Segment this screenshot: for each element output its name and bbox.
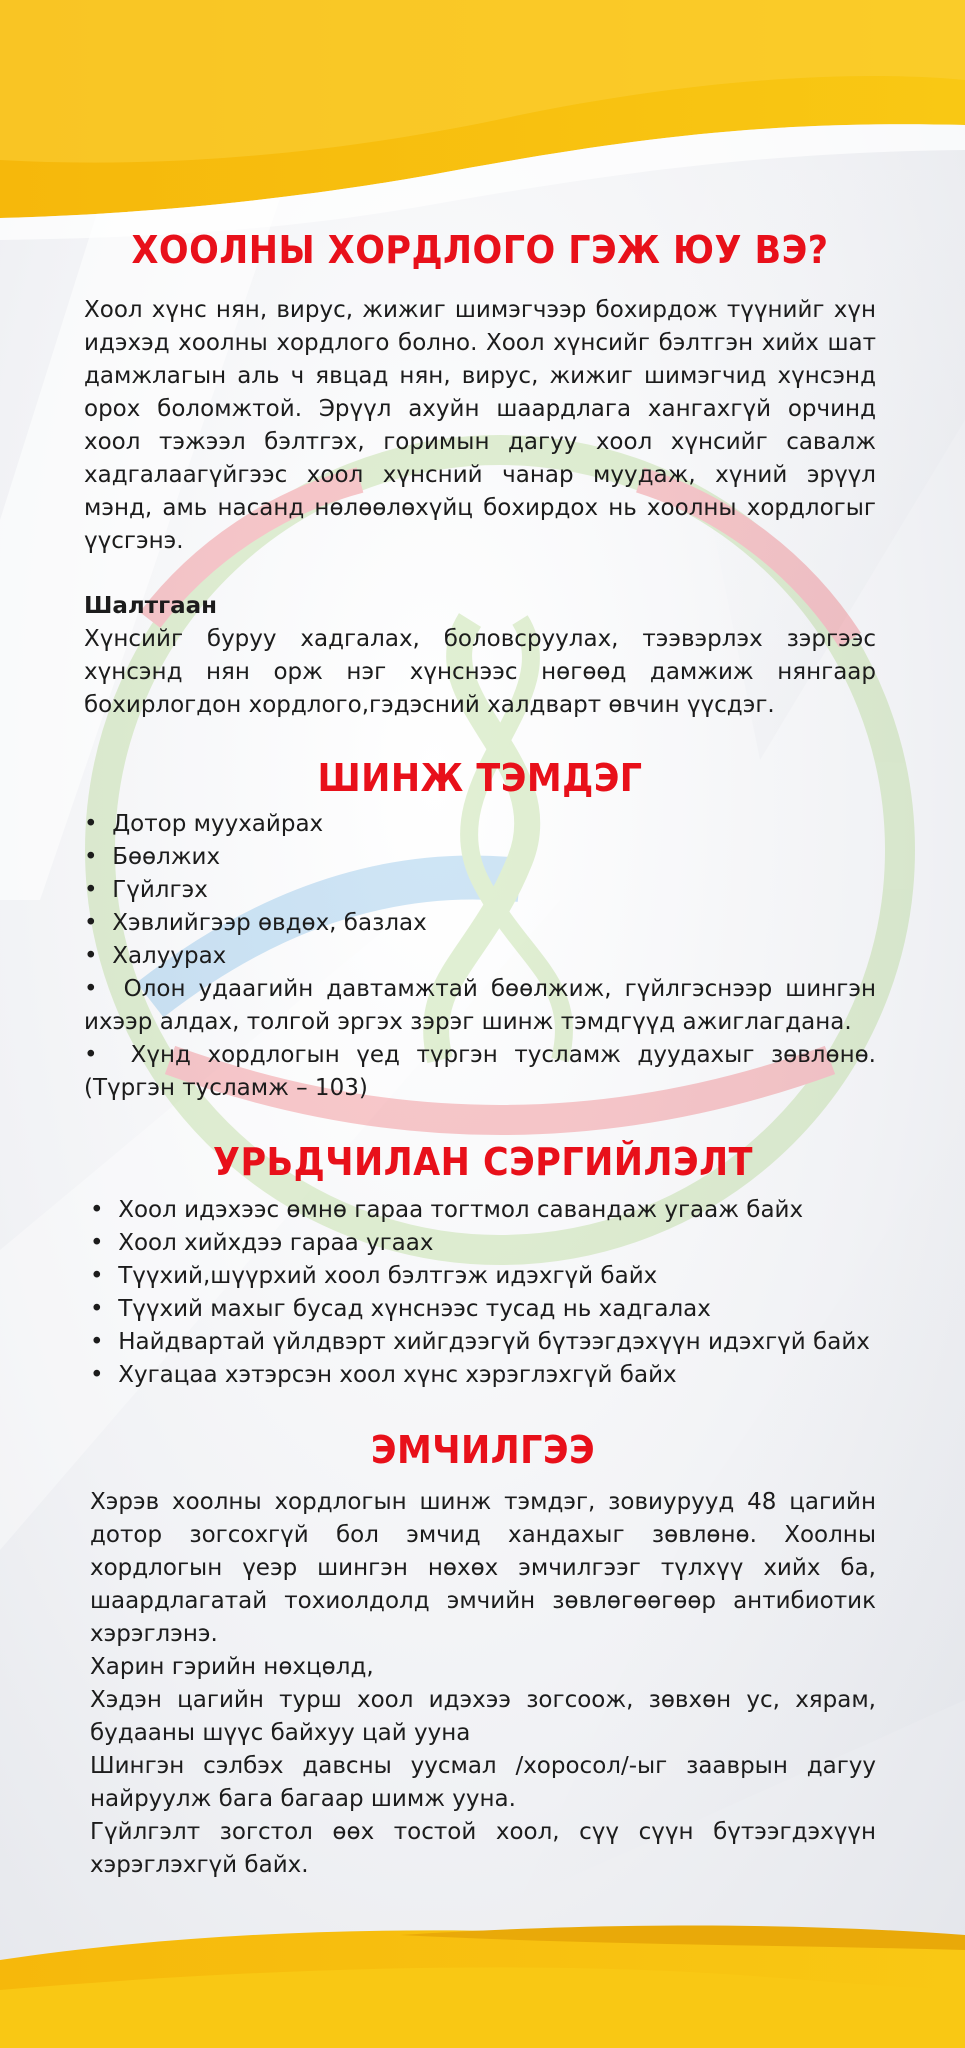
treatment-paragraph: Гүйлгэлт зогстол өөх тостой хоол, сүү сүүн бүтээгдэхүүн хэрэглэхгүй байх. <box>90 1819 876 1878</box>
treatment-paragraph: Харин гэрийн нөхцөлд, <box>90 1654 374 1680</box>
list-item: • Хоол идэхээс өмнө гараа тогтмол савандаж угааж байх <box>90 1194 876 1227</box>
list-item: • Найдвартай үйлдвэрт хийгдээгүй бүтээгдэхүүн идэхгүй байх <box>90 1326 876 1359</box>
list-item: • Дотор муухайрах <box>84 808 876 841</box>
intro-paragraph: Хоол хүнс нян, вирус, жижиг шимэгчээр бохирдож түүнийг хүн идэхэд хоолны хордлого болно. Хоол хүнсийг бэлтгэн хийх шат дамжлагын аль ч явцад нян, вирус, жижиг шимэгчид хүнсэнд орох боломжтой. Эрүүл ахуйн шаардлага хангахгүй орчинд хоол тэжээл бэлтгэх, горимын дагуу хоол хүнсийг савалж хадгалаагүйгээс хоол хүнсний чанар муудаж, хүний эрүүл мэнд, амь насанд нөлөөлөхүйц бохирдох нь хоолны хордлогыг үүсгэнэ. <box>84 297 876 554</box>
list-item: • Хүнд хордлогын үед түргэн тусламж дуудахыг зөвлөнө. (Түргэн тусламж – 103) <box>84 1039 876 1105</box>
treatment-body <box>90 1486 876 1882</box>
list-item: • Олон удаагийн давтамжтай бөөлжиж, гүйлгэснээр шингэн ихээр алдах, толгой эргэх зэрэг шинж тэмдгүүд ажиглагдана. <box>84 973 876 1039</box>
treatment-paragraph: Хэдэн цагийн турш хоол идэхээ зогсоож, зөвхөн ус, хярам, будааны шүүс байхуу цай ууна <box>90 1687 876 1746</box>
treatment-paragraph: Хэрэв хоолны хордлогын шинж тэмдэг, зовиурууд 48 цагийн дотор зогсохгүй бол эмчид хандахыг зөвлөнө. Хоолны хордлогын үеэр шингэн нөхөх эмчилгээг түлхүү хийх ба, шаардлагатай тохиолдолд эмчийн зөвлөгөөгөөр антибиотик хэрэглэнэ. <box>90 1489 876 1647</box>
list-item: • Түүхий,шүүрхий хоол бэлтгэж идэхгүй байх <box>90 1260 876 1293</box>
treatment-title: ЭМЧИЛГЭЭ <box>370 1428 596 1472</box>
symptoms-title: ШИНЖ ТЭМДЭГ <box>317 756 643 800</box>
prevention-title: УРЬДЧИЛАН СЭРГИЙЛЭЛТ <box>213 1140 753 1184</box>
treatment-paragraph: Шингэн сэлбэх давсны уусмал /хоросол/-ыг зааврын дагуу найруулж бага багаар шимж ууна. <box>90 1753 876 1812</box>
intro-section <box>84 228 876 1105</box>
list-item: • Түүхий махыг бусад хүнснээс тусад нь хадгалах <box>90 1293 876 1326</box>
bottom-yellow-band <box>0 1926 965 2048</box>
intro-title: ХООЛНЫ ХОРДЛОГО ГЭЖ ЮУ ВЭ? <box>131 228 829 272</box>
list-item: • Хоол хийхдээ гараа угаах <box>90 1227 876 1260</box>
cause-heading: Шалтгаан <box>84 593 218 619</box>
list-item: • Хугацаа хэтэрсэн хоол хүнс хэрэглэхгүй байх <box>90 1359 876 1392</box>
cause-paragraph: Хүнсийг буруу хадгалах, боловсруулах, тээвэрлэх зэргээс хүнсэнд нян орж нэг хүнснээс нөгөөд дамжиж нянгаар бохирлогдон хордлого,гэдэсний халдварт өвчин үүсдэг. <box>84 626 876 718</box>
list-item: • Бөөлжих <box>84 841 876 874</box>
prevention-list <box>90 1194 876 1392</box>
list-item: • Хэвлийгээр өвдөх, базлах <box>84 907 876 940</box>
prevention-section <box>90 1140 876 1882</box>
list-item: • Гүйлгэх <box>84 874 876 907</box>
symptoms-list <box>84 808 876 1105</box>
list-item: • Халуурах <box>84 940 876 973</box>
